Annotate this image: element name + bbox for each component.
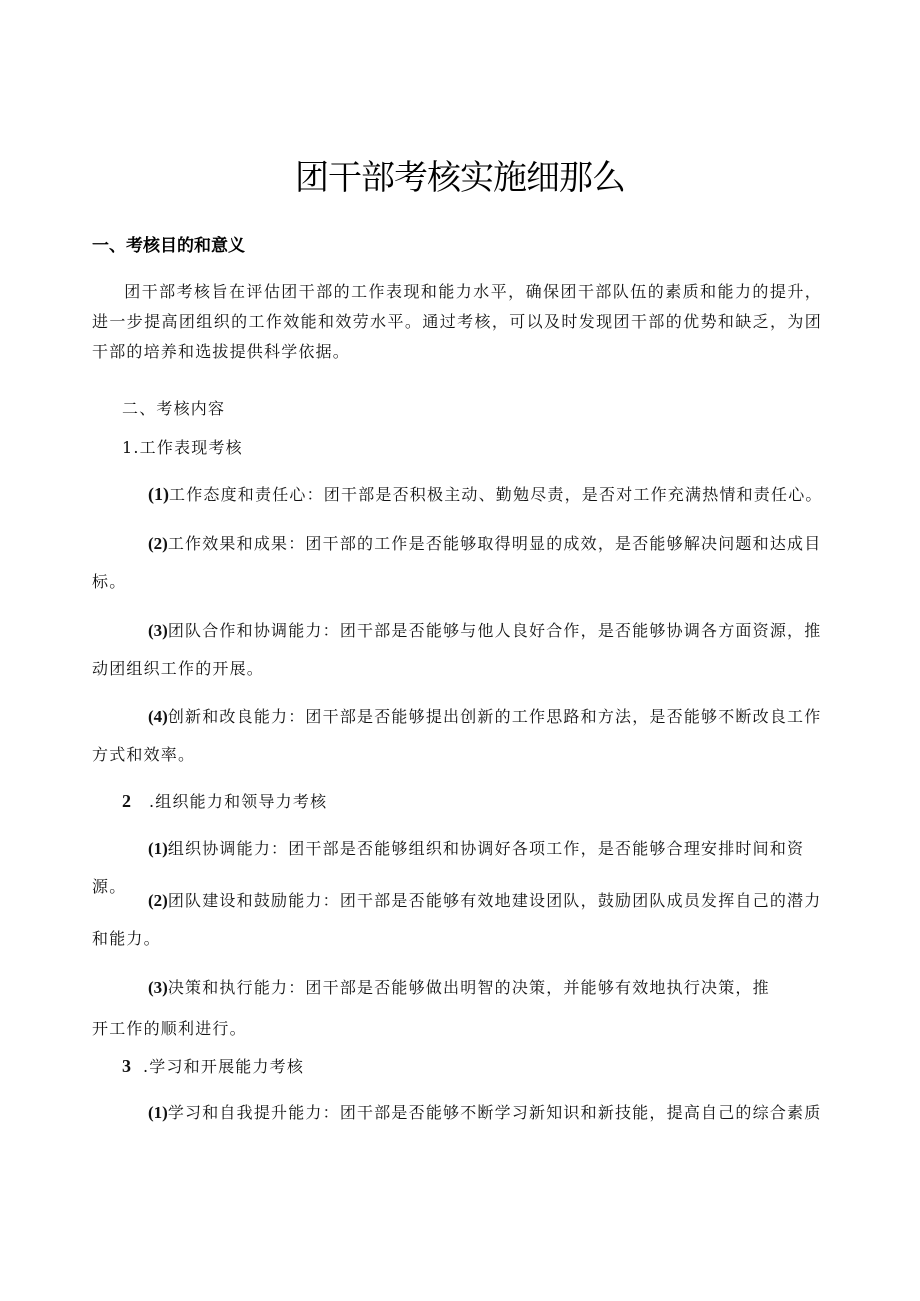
work-item-3	[92, 612, 824, 688]
learning-item-1	[148, 1100, 821, 1123]
subsection-heading-learning	[122, 1054, 304, 1077]
organization-item-2	[92, 882, 824, 958]
work-item-4	[92, 698, 824, 774]
item-number: (1)	[148, 1103, 168, 1122]
subsection-heading-work: 1.工作表现考核	[122, 438, 243, 457]
item-number: (4)	[148, 707, 168, 726]
subsection-heading-text: .组织能力和领导力考核	[149, 792, 328, 811]
item-text: 工作效果和成果：团干部的工作是否能够取得明显的成效，是否能够解决问题和达成目标。	[92, 534, 822, 591]
item-text: 团队合作和协调能力：团干部是否能够与他人良好合作，是否能够协调各方面资源，推动团组织工作的开展。	[92, 621, 822, 678]
subsection-number: 3	[122, 1056, 131, 1076]
purpose-paragraph-text: 团干部考核旨在评估团干部的工作表现和能力水平，确保团干部队伍的素质和能力的提升，进一步提高团组织的工作效能和效劳水平。通过考核，可以及时发现团干部的优势和缺乏，为团干部的培养和选拔提供科学依据。	[92, 282, 822, 361]
section-heading-content: 二、考核内容	[122, 399, 226, 418]
item-text: 创新和改良能力：团干部是否能够提出创新的工作思路和方法，是否能够不断改良工作方式和效率。	[92, 707, 822, 764]
item-number: (3)	[148, 978, 168, 997]
item-text: 学习和自我提升能力：团干部是否能够不断学习新知识和新技能，提高自己的综合素质	[167, 1103, 822, 1122]
purpose-paragraph	[92, 277, 822, 367]
subsection-heading-text: .学习和开展能力考核	[143, 1057, 305, 1076]
work-item-1	[92, 475, 824, 514]
item-number: (2)	[148, 534, 168, 553]
organization-item-3-line2: 开工作的顺利进行。	[92, 1019, 247, 1038]
item-number: (1)	[148, 484, 169, 504]
item-number: (2)	[148, 891, 168, 910]
subsection-number: 2	[122, 791, 131, 811]
item-number: (1)	[148, 839, 168, 858]
section-heading-purpose: 一、考核目的和意义	[92, 236, 245, 256]
item-number: (3)	[148, 621, 168, 640]
document-title: 团干部考核实施细那么	[295, 158, 625, 198]
item-text: 组织协调能力：团干部是否能够组织和协调好各项工作，是否能够合理安排时间和资源。	[92, 839, 805, 896]
item-text: 工作态度和责任心：团干部是否积极主动、勤勉尽责，是否对工作充满热情和责任心。	[169, 485, 823, 504]
item-text: 团队建设和鼓励能力：团干部是否能够有效地建设团队，鼓励团队成员发挥自己的潜力和能力。	[92, 891, 822, 948]
subsection-heading-organization	[122, 789, 327, 812]
organization-item-3-line1	[148, 975, 770, 998]
work-item-2	[92, 525, 824, 601]
item-text: 决策和执行能力：团干部是否能够做出明智的决策，并能够有效地执行决策，推	[167, 978, 770, 997]
